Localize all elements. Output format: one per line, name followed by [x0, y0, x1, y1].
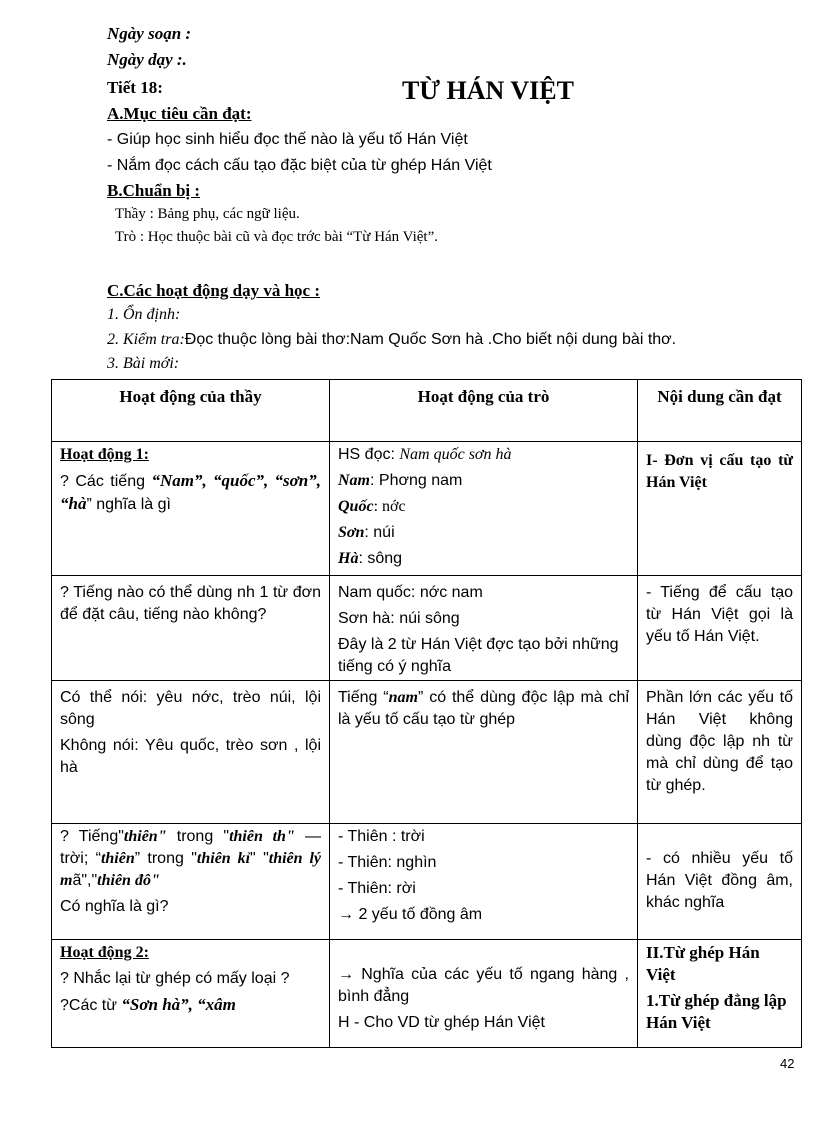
section-a-heading: A.Mục tiêu cần đạt: [107, 104, 252, 123]
student-answer: Nam quốc: nớc nam [338, 584, 483, 601]
kiem-tra-label: 2. Kiểm tra: [107, 331, 185, 348]
content-heading: 1.Từ ghép đẳng lập Hán Việt [646, 991, 787, 1032]
student-answer: - Thiên : trời [338, 828, 425, 845]
section-c-item-2 [107, 331, 676, 349]
ngay-day: Ngày dạy :. [107, 50, 187, 69]
table-row [52, 576, 802, 681]
student-answer: - Thiên: rời [338, 880, 416, 897]
page-title: TỪ HÁN VIỆT [402, 76, 574, 105]
content-text: - Tiếng để cấu tạo từ Hán Việt gọi là yếu tố Hán Việt. [646, 584, 793, 645]
student-answer: H - Cho VD từ ghép Hán Việt [338, 1014, 545, 1031]
section-b-thay: Thầy : Bảng phụ, các ngữ liệu. [115, 206, 300, 222]
table-row [52, 940, 802, 1048]
section-b-heading: B.Chuẩn bị : [107, 181, 201, 200]
student-answer: - Thiên: nghìn [338, 854, 437, 871]
student-answer: Tiếng “nam” có thể dùng độc lập mà chỉ là yếu tố cấu tạo từ ghép [338, 689, 629, 728]
section-a-item: - Nắm đọc cách cấu tạo đặc biệt của từ ghép Hán Việt [107, 157, 492, 174]
section-c-heading: C.Các hoạt động dạy và học : [107, 281, 320, 300]
teacher-note: Có thể nói: yêu nớc, trèo núi, lội sông [60, 689, 321, 728]
question-text: ? Tiếng nào có thể dùng nh 1 từ đơn để đặt câu, tiếng nào không? [60, 584, 321, 623]
hoat-dong-1: Hoạt động 1: [60, 446, 149, 463]
header-student: Hoạt động của trò [330, 380, 638, 442]
question-text: Có nghĩa là gì? [60, 898, 169, 915]
question-text: ? Tiếng"thiên" trong "thiên th" — trời; “thiên” trong "thiên kỉ" "thiên lý mã","thiên đô" [60, 828, 322, 889]
student-answer: Nam: Phơng nam [338, 472, 463, 489]
student-answer: HS đọc: Nam quốc sơn hà [338, 446, 512, 463]
header-teacher: Hoạt động của thầy [52, 380, 330, 442]
content-heading: II.Từ ghép Hán Việt [646, 943, 760, 984]
teacher-note: Không nói: Yêu quốc, trèo sơn , lội hà [60, 737, 321, 776]
content-text: Phần lớn các yếu tố Hán Việt không dùng độc lập nh từ mà chỉ dùng để tạo từ ghép. [646, 689, 793, 794]
table-row [52, 681, 802, 824]
table-row [52, 442, 802, 576]
section-c-item-1: 1. Ổn định: [107, 306, 181, 323]
student-answer: Sơn hà: núi sông [338, 610, 460, 627]
kiem-tra-text: Đọc thuộc lòng bài thơ:Nam Quốc Sơn hà .Cho biết nội dung bài thơ. [184, 331, 677, 348]
lesson-table [51, 379, 802, 1048]
student-answer: Sơn: núi [338, 524, 395, 541]
content-heading: I- Đơn vị cấu tạo từ Hán Việt [646, 452, 793, 491]
section-b-tro: Trò : Học thuộc bài cũ và đọc trớc bài “Từ Hán Việt”. [115, 229, 438, 245]
section-a-item: - Giúp học sinh hiểu đọc thế nào là yếu tố Hán Việt [107, 131, 468, 148]
section-c-item-3: 3. Bài mới: [107, 355, 180, 372]
header-content: Nội dung cần đạt [638, 380, 802, 442]
question-text: ? Các tiếng “Nam”, “quốc”, “sơn”, “hà” nghĩa là gì [60, 471, 321, 513]
student-answer: Đây là 2 từ Hán Việt đợc tạo bởi những tiếng có ý nghĩa [338, 636, 619, 675]
question-text: ?Các từ “Sơn hà”, “xâm [60, 995, 236, 1014]
student-answer: → 2 yếu tố đồng âm [338, 906, 483, 923]
student-answer: Quốc: nớc [338, 498, 406, 515]
page-number: 42 [780, 1056, 795, 1071]
ngay-soan: Ngày soạn : [107, 24, 192, 43]
hoat-dong-2: Hoạt động 2: [60, 944, 149, 961]
content-text: - có nhiều yếu tố Hán Việt đồng âm, khác nghĩa [646, 850, 793, 911]
tiet-label: Tiết 18: [107, 78, 163, 97]
table-row [52, 824, 802, 940]
student-answer: → Nghĩa của các yếu tố ngang hàng , bình đẳng [338, 966, 629, 1005]
student-answer: Hà: sông [338, 550, 403, 567]
question-text: ? Nhắc lại từ ghép có mấy loại ? [60, 970, 290, 987]
